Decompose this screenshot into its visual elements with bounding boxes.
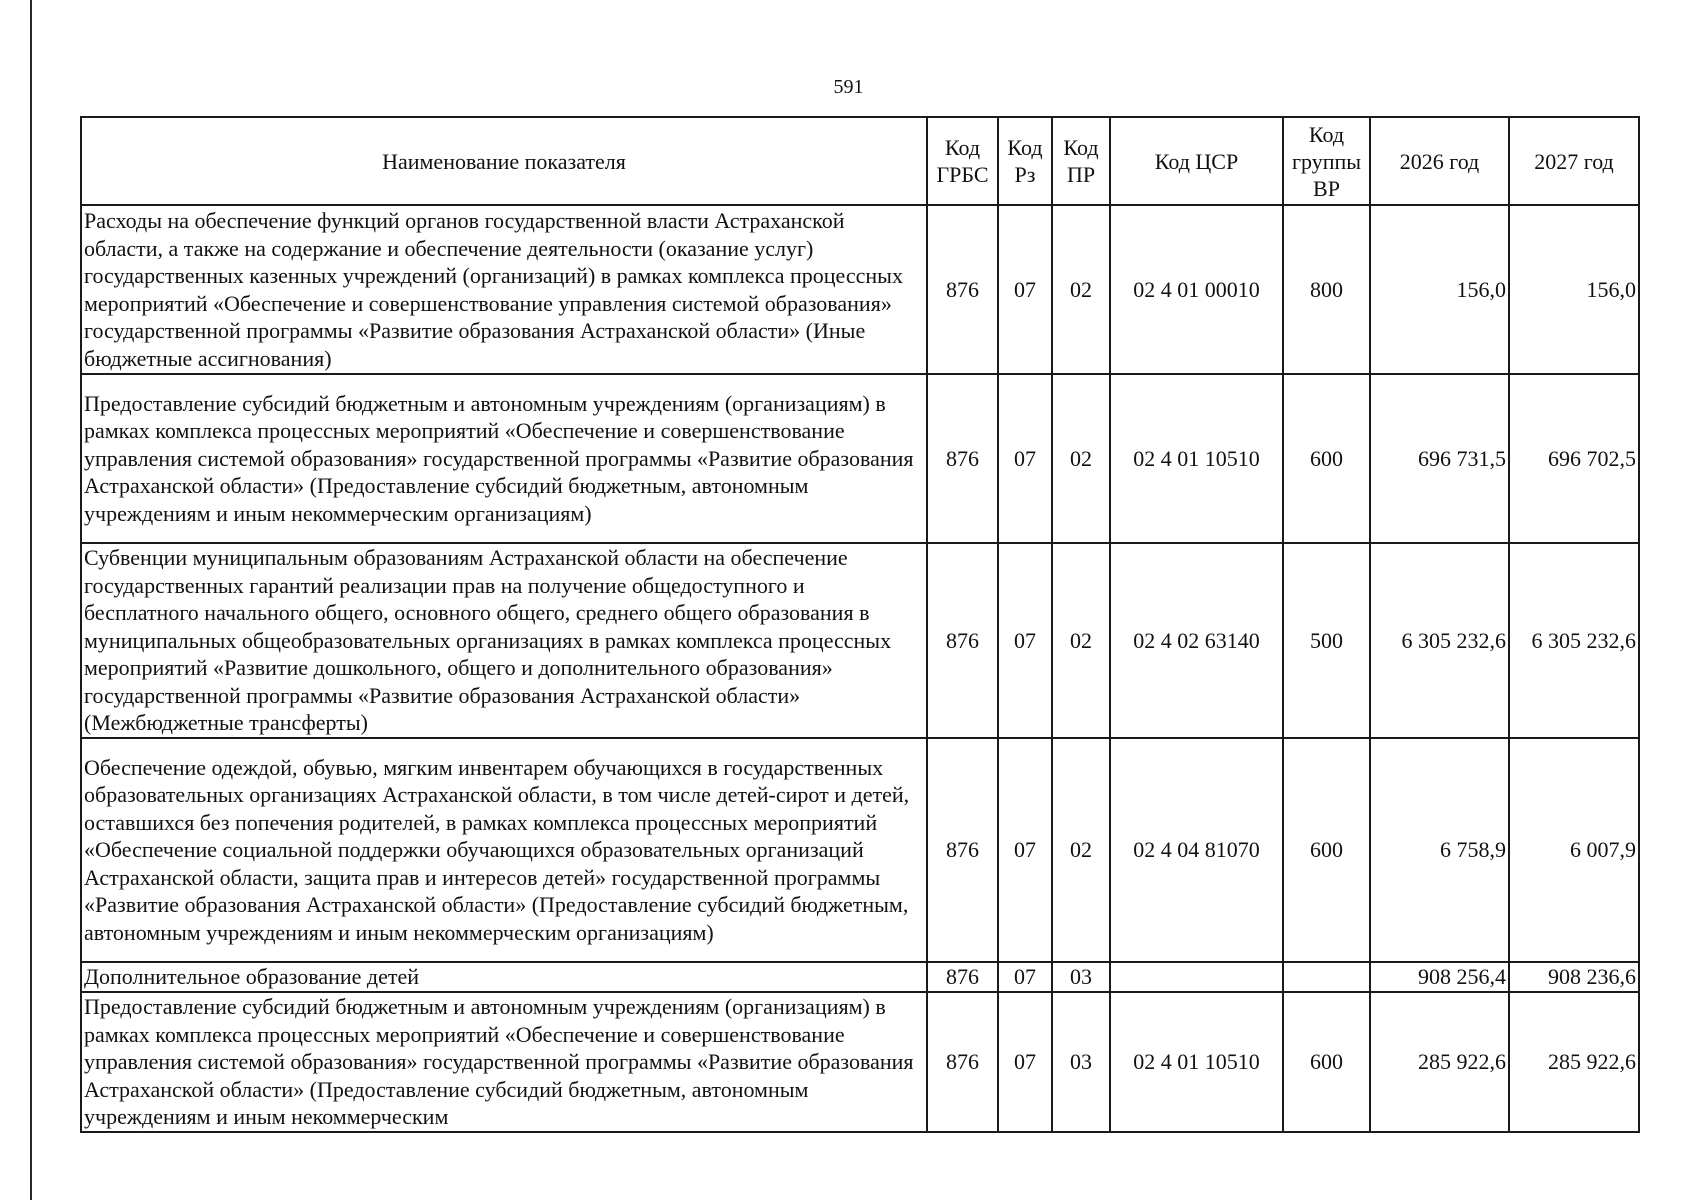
row-name: Обеспечение одеждой, обувью, мягким инвентарем обучающихся в государственных образовательных организациях Астраханской области, в том числе детей-сирот и детей, оставшихся без попечения родителей, в рамках комплекса процессных мероприятий «Обеспечение социальной поддержки обучающихся образовательных организаций Астраханской области, защита прав и интересов детей» государственной программы «Развитие образования Астраханской области» (Предоставление субсидий бюджетным, автономным учреждениям и иным некоммерческим организациям)	[81, 738, 927, 962]
row-2027: 908 236,6	[1509, 962, 1639, 992]
header-csr: Код ЦСР	[1110, 117, 1283, 205]
row-rz: 07	[998, 738, 1052, 962]
header-pr: Код ПР	[1052, 117, 1110, 205]
table-row-subtotal	[81, 962, 1639, 992]
row-vr	[1283, 962, 1370, 992]
row-name: Субвенции муниципальным образованиям Астраханской области на обеспечение государственных гарантий реализации прав на получение общедоступного и бесплатного начального общего, основного общего, среднего общего образования в муниципальных общеобразовательных организациях в рамках комплекса процессных мероприятий «Развитие дошкольного, общего и дополнительного образования» государственной программы «Развитие образования Астраханской области» (Межбюджетные трансферты)	[81, 543, 927, 738]
row-name: Расходы на обеспечение функций органов государственной власти Астраханской области, а также на содержание и обеспечение деятельности (оказание услуг) государственных казенных учреждений (организаций) в рамках комплекса процессных мероприятий «Обеспечение и совершенствование управления системой образования» государственной программы «Развитие образования Астраханской области» (Иные бюджетные ассигнования)	[81, 205, 927, 374]
table-row	[81, 374, 1639, 543]
row-pr: 02	[1052, 738, 1110, 962]
row-2026: 908 256,4	[1370, 962, 1509, 992]
row-name: Дополнительное образование детей	[81, 962, 927, 992]
row-vr: 600	[1283, 992, 1370, 1132]
row-name: Предоставление субсидий бюджетным и автономным учреждениям (организациям) в рамках комплекса процессных мероприятий «Обеспечение и совершенствование управления системой образования» государственной программы «Развитие образования Астраханской области» (Предоставление субсидий бюджетным, автономным учреждениям и иным некоммерческим	[81, 992, 927, 1132]
header-rz: Код Рз	[998, 117, 1052, 205]
row-rz: 07	[998, 543, 1052, 738]
row-rz: 07	[998, 205, 1052, 374]
table-header-row	[81, 117, 1639, 205]
row-csr: 02 4 01 00010	[1110, 205, 1283, 374]
header-2026: 2026 год	[1370, 117, 1509, 205]
row-2026: 156,0	[1370, 205, 1509, 374]
row-2027: 696 702,5	[1509, 374, 1639, 543]
table-row	[81, 205, 1639, 374]
table-row	[81, 992, 1639, 1132]
row-name: Предоставление субсидий бюджетным и автономным учреждениям (организациям) в рамках комплекса процессных мероприятий «Обеспечение и совершенствование управления системой образования» государственной программы «Развитие образования Астраханской области» (Предоставление субсидий бюджетным, автономным учреждениям и иным некоммерческим организациям)	[81, 374, 927, 543]
page-number: 591	[833, 76, 864, 98]
scan-edge-line	[30, 0, 32, 1200]
budget-table	[80, 116, 1640, 1133]
row-grbs: 876	[927, 962, 998, 992]
row-rz: 07	[998, 962, 1052, 992]
row-pr: 03	[1052, 962, 1110, 992]
row-vr: 500	[1283, 543, 1370, 738]
table-row	[81, 543, 1639, 738]
header-vr: Код группы ВР	[1283, 117, 1370, 205]
header-name: Наименование показателя	[81, 117, 927, 205]
row-2026: 285 922,6	[1370, 992, 1509, 1132]
row-2026: 6 305 232,6	[1370, 543, 1509, 738]
row-vr: 600	[1283, 738, 1370, 962]
row-2027: 156,0	[1509, 205, 1639, 374]
row-rz: 07	[998, 992, 1052, 1132]
row-grbs: 876	[927, 205, 998, 374]
row-csr	[1110, 962, 1283, 992]
row-csr: 02 4 01 10510	[1110, 992, 1283, 1132]
row-vr: 800	[1283, 205, 1370, 374]
row-csr: 02 4 01 10510	[1110, 374, 1283, 543]
row-grbs: 876	[927, 992, 998, 1132]
row-pr: 02	[1052, 205, 1110, 374]
row-grbs: 876	[927, 543, 998, 738]
row-vr: 600	[1283, 374, 1370, 543]
row-grbs: 876	[927, 738, 998, 962]
row-2026: 696 731,5	[1370, 374, 1509, 543]
row-2026: 6 758,9	[1370, 738, 1509, 962]
header-2027: 2027 год	[1509, 117, 1639, 205]
row-2027: 6 305 232,6	[1509, 543, 1639, 738]
header-grbs: Код ГРБС	[927, 117, 998, 205]
row-grbs: 876	[927, 374, 998, 543]
row-pr: 02	[1052, 543, 1110, 738]
row-csr: 02 4 02 63140	[1110, 543, 1283, 738]
row-pr: 02	[1052, 374, 1110, 543]
row-2027: 6 007,9	[1509, 738, 1639, 962]
row-rz: 07	[998, 374, 1052, 543]
row-pr: 03	[1052, 992, 1110, 1132]
row-2027: 285 922,6	[1509, 992, 1639, 1132]
table-row	[81, 738, 1639, 962]
row-csr: 02 4 04 81070	[1110, 738, 1283, 962]
